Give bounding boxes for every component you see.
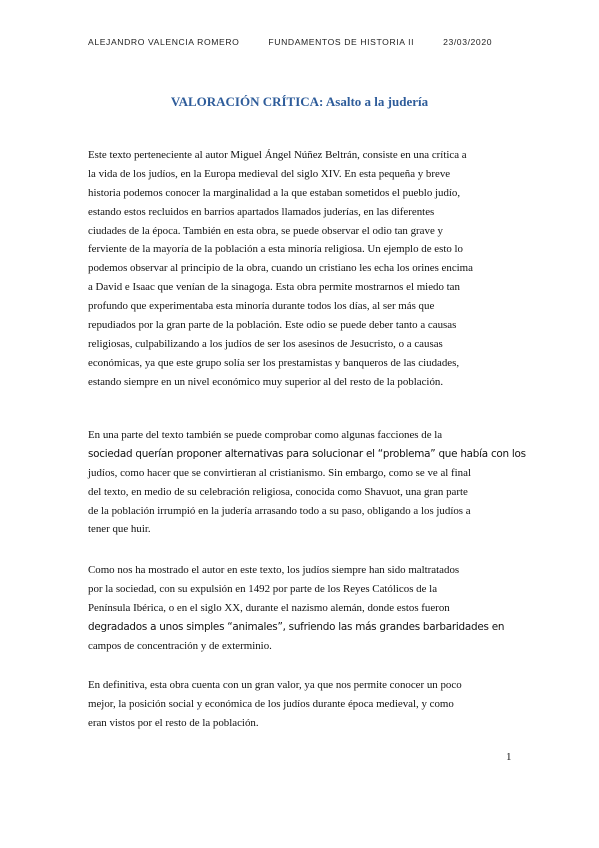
text-line: por la sociedad, con su expulsión en 1492 por parte de los Reyes Católicos de la (88, 582, 438, 595)
header-date: 23/03/2020 (443, 37, 493, 47)
text-line: eran vistos por el resto de la población. (88, 716, 259, 729)
text-line: ciudades de la época. También en esta obra, se puede observar el odio tan grave y (88, 224, 443, 237)
text-line: En definitiva, esta obra cuenta con un gran valor, ya que nos permite conocer un poco (88, 679, 462, 691)
text-line: la vida de los judíos, en la Europa medieval del siglo XIV. En esta pequeña y breve (88, 167, 451, 180)
text-line: a David e Isaac que venían de la sinagoga. Esta obra permite mostrarnos el miedo tan (88, 281, 460, 294)
text-line: profundo que experimentaba esta minoría durante todos los días, al ser más que (88, 300, 435, 313)
paragraph-4 (88, 676, 513, 733)
paragraph-1 (88, 146, 513, 392)
paragraph-3 (88, 561, 513, 655)
text-line: sociedad querían proponer alternativas para solucionar el “problema” que había con los (88, 447, 526, 460)
text-line: de la población irrumpió en la judería arrasando todo a su paso, obligando a los judíos a (88, 504, 471, 517)
text-line: repudiados por la gran parte de la población. Este odio se puede deber tanto a causas (88, 319, 457, 332)
text-line: Como nos ha mostrado el autor en este texto, los judíos siempre han sido maltratados (88, 564, 460, 576)
text-line: degradados a unos simples “animales”, sufriendo las más grandes barbaridades en (88, 620, 505, 633)
text-line: estando siempre en un nivel económico muy superior al del resto de la población. (88, 375, 444, 388)
text-line: estando estos recluidos en barrios apartados llamados juderías, en las diferentes (88, 205, 435, 218)
document-title: VALORACIÓN CRÍTICA: Asalto a la judería (170, 94, 429, 109)
text-line: campos de concentración y de exterminio. (88, 639, 272, 652)
text-line: Este texto perteneciente al autor Miguel Ángel Núñez Beltrán, consiste en una crítica a (88, 149, 467, 161)
text-line: del texto, en medio de su celebración religiosa, conocida como Shavuot, una gran parte (88, 485, 468, 498)
text-line: Península Ibérica, o en el siglo XX, durante el nazismo alemán, donde estos fueron (88, 601, 450, 614)
text-line: podemos observar al principio de la obra, cuando un cristiano les echa los orines encima (88, 262, 473, 275)
text-line: tener que huir. (88, 523, 151, 536)
header-author: ALEJANDRO VALENCIA ROMERO (88, 37, 240, 47)
text-line: económicas, ya que este grupo solía ser los prestamistas y banqueros de las ciudades, (88, 356, 460, 369)
text-line: En una parte del texto también se puede comprobar como algunas facciones de la (88, 429, 443, 441)
text-line: judíos, como hacer que se convirtieran al cristianismo. Sin embargo, como se ve al final (88, 466, 471, 479)
text-line: historia podemos conocer la marginalidad a la que estaban sometidos el pueblo judío, (88, 186, 461, 199)
header-course: FUNDAMENTOS DE HISTORIA II (268, 37, 415, 47)
page-number: 1 (506, 751, 512, 763)
text-line: mejor, la posición social y económica de los judíos durante época medieval, y como (88, 697, 454, 710)
text-line: ferviente de la mayoría de la población a esta minoría religiosa. Un ejemplo de esto lo (88, 243, 463, 256)
page-header (88, 37, 579, 47)
text-line: religiosas, culpabilizando a los judíos de ser los asesinos de Jesucristo, o a causas (88, 337, 443, 350)
paragraph-2 (88, 426, 526, 539)
